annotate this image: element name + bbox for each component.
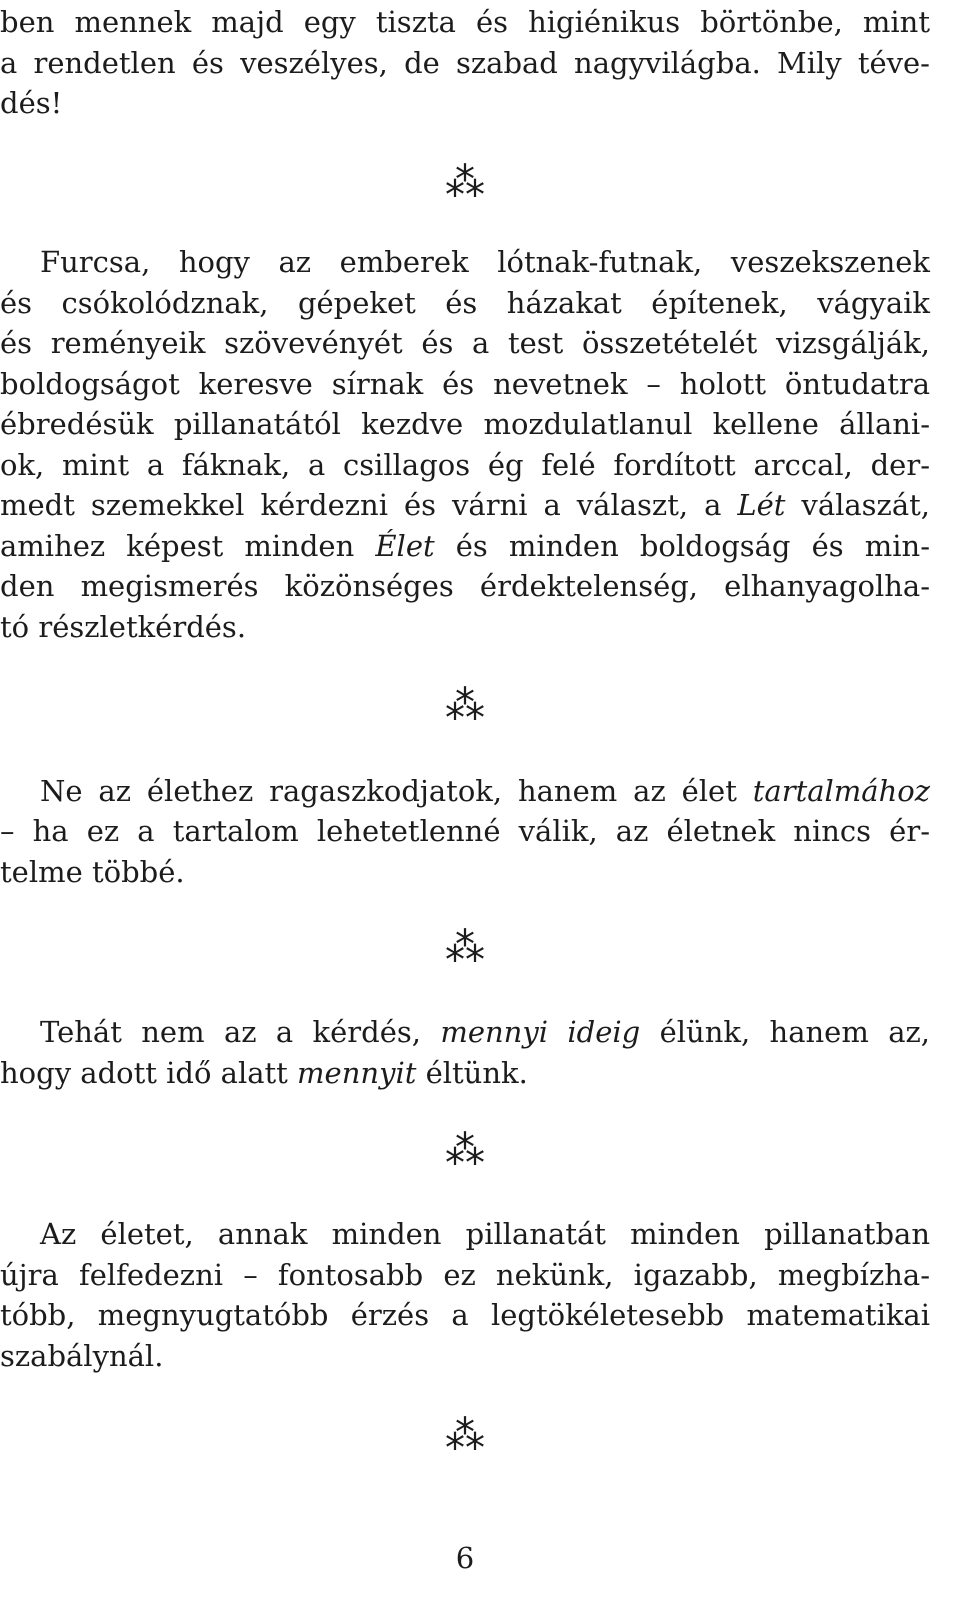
italic-text: tartalmához <box>752 774 930 808</box>
text-line <box>0 1255 930 1296</box>
text-segment: a rendetlen és veszélyes, de szabad nagyvilágba. Mily téve- <box>0 46 930 80</box>
text-line <box>40 242 930 283</box>
asterism-separator: ⁂ <box>445 1413 485 1459</box>
text-line <box>0 1336 163 1377</box>
text-line <box>0 283 930 324</box>
asterism-separator: ⁂ <box>445 683 485 729</box>
text-segment: tóbb, megnyugtatóbb érzés a legtökéletesebb matematikai <box>0 1298 930 1332</box>
text-segment: Az életet, annak minden pillanatát minden pillanatban <box>40 1217 930 1251</box>
text-segment: éltünk. <box>416 1056 528 1090</box>
text-segment: telme többé. <box>0 855 185 889</box>
text-line <box>0 364 930 405</box>
text-segment: tó részletkérdés. <box>0 610 247 644</box>
text-segment: boldogságot keresve sírnak és nevetnek – holott öntudatra <box>0 367 930 401</box>
text-line <box>0 1295 930 1336</box>
text-line <box>0 811 930 852</box>
text-line <box>0 526 930 567</box>
text-segment: élünk, hanem az, <box>640 1015 930 1049</box>
asterism-separator: ⁂ <box>445 925 485 971</box>
text-line <box>0 43 930 84</box>
text-line <box>0 1053 528 1094</box>
asterism-separator: ⁂ <box>445 160 485 206</box>
text-segment: szabálynál. <box>0 1339 164 1373</box>
text-segment: és minden boldogság és min- <box>434 529 930 563</box>
text-line <box>0 404 930 445</box>
italic-text: Élet <box>375 529 435 563</box>
text-line <box>0 485 930 526</box>
text-segment: és csókolódznak, gépeket és házakat építenek, vágyaik <box>0 286 930 320</box>
text-line <box>40 1214 930 1255</box>
text-line <box>0 445 930 486</box>
text-segment: Ne az élethez ragaszkodjatok, hanem az élet <box>40 774 753 808</box>
text-segment: medt szemekkel kérdezni és várni a választ, a <box>0 488 738 522</box>
text-segment: hogy adott idő alatt <box>0 1056 298 1090</box>
text-segment: újra felfedezni – fontosabb ez nekünk, igazabb, megbízha- <box>0 1258 930 1292</box>
text-segment: válaszát, <box>785 488 930 522</box>
italic-text: mennyit <box>297 1056 417 1090</box>
text-line <box>40 1012 930 1053</box>
italic-text: mennyi ideig <box>440 1015 641 1049</box>
text-segment: Furcsa, hogy az emberek lótnak-futnak, veszekszenek <box>40 245 930 279</box>
text-line <box>40 771 930 812</box>
text-segment: ben mennek majd egy tiszta és higiénikus börtönbe, mint <box>0 5 930 39</box>
text-segment: ok, mint a fáknak, a csillagos ég felé fordított arccal, der- <box>0 448 930 482</box>
text-line <box>0 607 246 648</box>
text-line <box>0 83 62 124</box>
text-segment: ébredésük pillanatától kezdve mozdulatlanul kellene állani- <box>0 407 930 441</box>
text-line <box>0 2 930 43</box>
text-line <box>0 566 930 607</box>
text-line <box>0 323 930 364</box>
italic-text: Lét <box>737 488 786 522</box>
text-line <box>0 852 185 893</box>
page-number: 6 <box>455 1541 475 1575</box>
text-segment: dés! <box>0 86 63 120</box>
text-segment: amihez képest minden <box>0 529 376 563</box>
asterism-separator: ⁂ <box>445 1128 485 1174</box>
text-segment: den megismerés közönséges érdektelenség, elhanyagolha- <box>0 569 930 603</box>
text-segment: és reményeik szövevényét és a test összetételét vizsgálják, <box>0 326 930 360</box>
text-segment: Tehát nem az a kérdés, <box>40 1015 441 1049</box>
text-segment: – ha ez a tartalom lehetetlenné válik, az életnek nincs ér- <box>0 814 930 848</box>
